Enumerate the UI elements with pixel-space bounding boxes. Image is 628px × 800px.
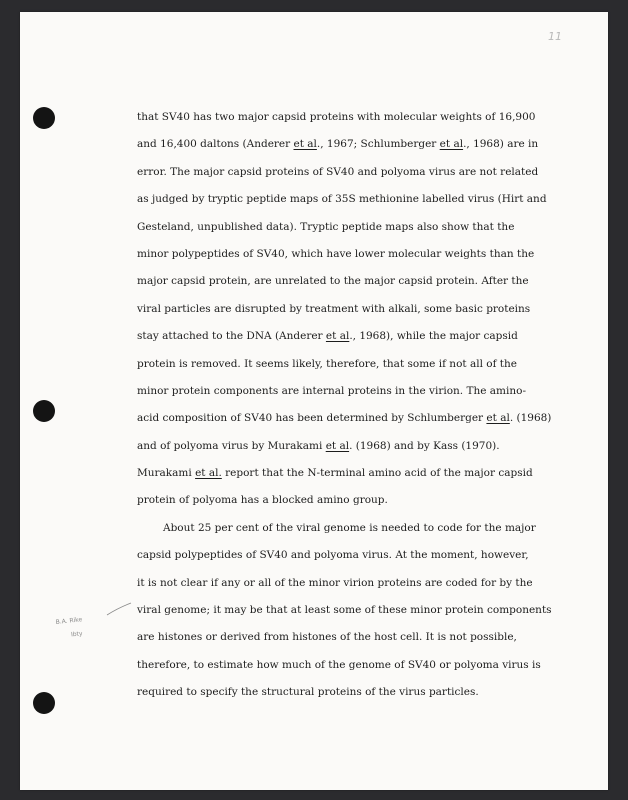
text-line xyxy=(137,131,581,158)
text-line xyxy=(137,679,581,706)
underlined-citation: et al xyxy=(325,330,350,343)
text-segment: are histones or derived from histones of the host cell. It is not possible, xyxy=(137,631,517,644)
text-line xyxy=(137,241,581,268)
text-line xyxy=(137,515,581,542)
text-segment: viral genome; it may be that at least some of these minor protein components xyxy=(137,604,552,617)
text-segment: it is not clear if any or all of the minor virion proteins are coded for by the xyxy=(137,576,533,589)
text-line xyxy=(137,268,581,295)
punch-hole xyxy=(33,400,55,422)
text-line xyxy=(137,597,581,624)
text-segment: About 25 per cent of the viral genome is needed to code for the major xyxy=(163,521,536,534)
text-line xyxy=(137,323,581,350)
text-line xyxy=(137,351,581,378)
underlined-citation: et al xyxy=(293,138,317,151)
text-segment: . (1968) and by Kass (1970). xyxy=(349,439,500,452)
text-line xyxy=(137,378,581,405)
text-line xyxy=(137,405,581,432)
text-segment: capsid polypeptides of SV40 and polyoma virus. At the moment, however, xyxy=(137,549,529,562)
text-line xyxy=(137,542,581,569)
handwritten-margin-note xyxy=(55,613,84,644)
text-segment: protein of polyoma has a blocked amino group. xyxy=(137,494,388,507)
text-segment: required to specify the structural proteins of the virus particles. xyxy=(137,686,479,699)
text-segment: that SV40 has two major capsid proteins with molecular weights of 16,900 xyxy=(137,111,536,123)
text-segment: . (1968) xyxy=(509,412,552,425)
text-line xyxy=(137,433,581,460)
margin-pointer-mark xyxy=(106,602,132,616)
document-page xyxy=(20,12,608,790)
text-segment: stay attached to the DNA (Anderer xyxy=(137,330,326,343)
body-text xyxy=(137,104,581,707)
text-segment: ., 1968) are in xyxy=(463,138,539,151)
text-segment: protein is removed. It seems likely, therefore, that some if not all of the xyxy=(137,357,517,370)
text-segment: and of polyoma virus by Murakami xyxy=(137,439,326,452)
punch-hole xyxy=(33,692,55,714)
text-segment: viral particles are disrupted by treatment with alkali, some basic proteins xyxy=(137,302,531,315)
underlined-citation: et al xyxy=(486,412,510,425)
text-segment: major capsid protein, are unrelated to the major capsid protein. After the xyxy=(137,275,529,288)
text-segment: report that the N-terminal amino acid of the major capsid xyxy=(221,467,533,480)
text-line xyxy=(137,214,581,241)
text-segment: Gesteland, unpublished data). Tryptic peptide maps also show that the xyxy=(137,220,515,233)
text-line xyxy=(137,460,581,487)
text-segment: and 16,400 daltons (Anderer xyxy=(137,138,294,151)
text-line xyxy=(137,570,581,597)
text-segment: minor polypeptides of SV40, which have lower molecular weights than the xyxy=(137,247,535,260)
text-segment: therefore, to estimate how much of the genome of SV40 or polyoma virus is xyxy=(137,658,541,671)
text-line xyxy=(137,296,581,323)
punch-hole xyxy=(33,107,55,129)
text-line xyxy=(137,186,581,213)
margin-note-line: B.A. Rike xyxy=(55,616,83,626)
text-line xyxy=(137,104,581,131)
margin-note-line: Ibty xyxy=(70,630,83,639)
page-number: 11 xyxy=(548,30,562,43)
text-segment: ., 1968), while the major capsid xyxy=(349,330,518,343)
text-segment: Murakami xyxy=(137,467,196,480)
text-line xyxy=(137,159,581,186)
text-segment: minor protein components are internal proteins in the virion. The amino- xyxy=(137,384,527,397)
text-line xyxy=(137,624,581,651)
underlined-citation: et al xyxy=(439,138,464,151)
text-line xyxy=(137,487,581,514)
text-segment: ., 1967; Schlumberger xyxy=(316,138,440,151)
text-line xyxy=(137,652,581,679)
text-segment: error. The major capsid proteins of SV40 and polyoma virus are not related xyxy=(137,165,539,178)
text-segment: acid composition of SV40 has been determined by Schlumberger xyxy=(137,412,487,425)
underlined-citation: et al xyxy=(325,439,350,452)
underlined-citation: et al. xyxy=(195,467,222,480)
text-segment: as judged by tryptic peptide maps of 35S methionine labelled virus (Hirt and xyxy=(137,193,547,206)
